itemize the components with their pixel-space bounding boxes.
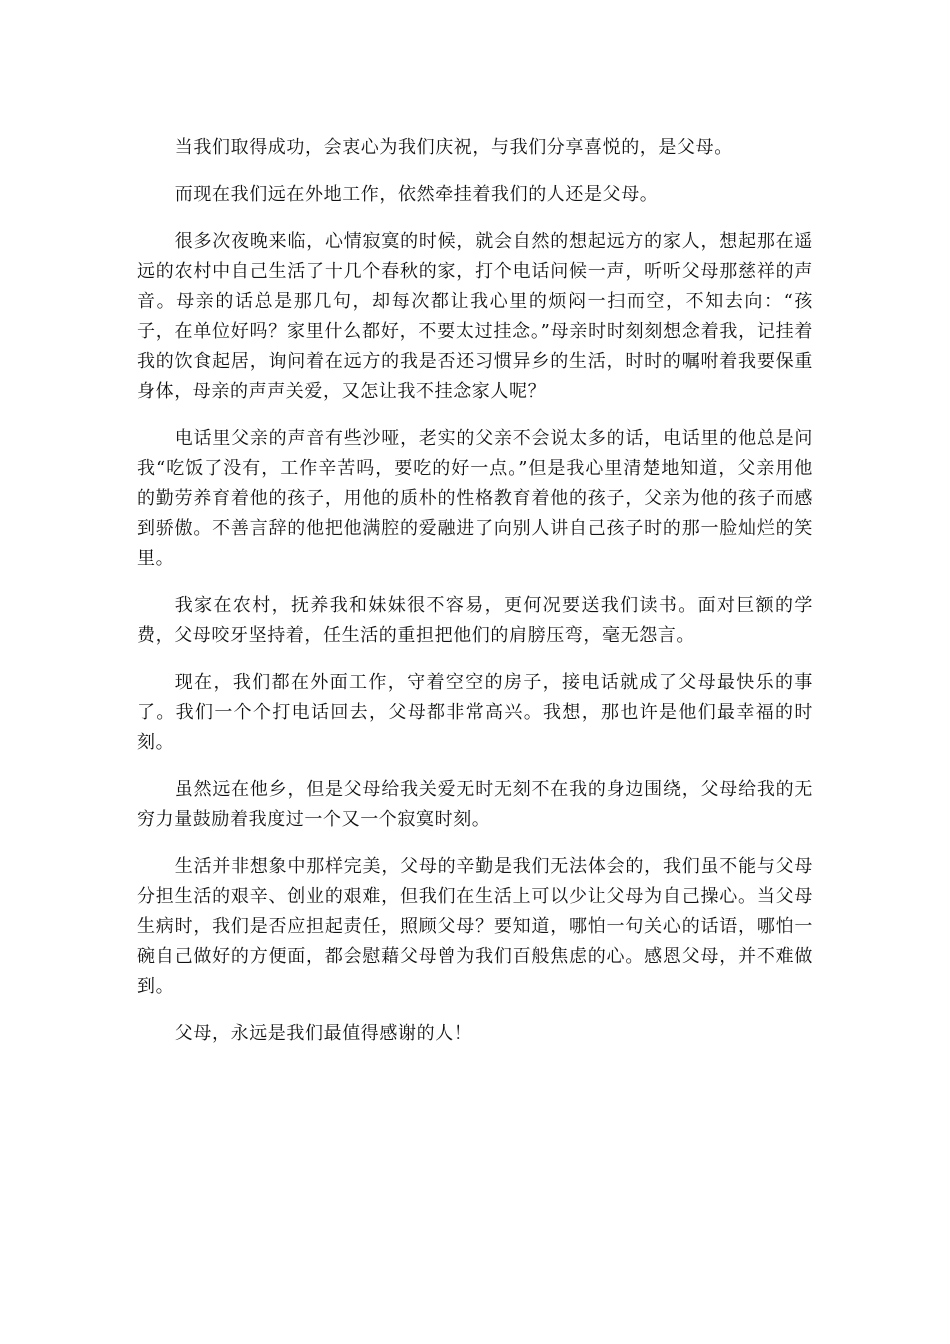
paragraph: 很多次夜晚来临，心情寂寞的时候，就会自然的想起远方的家人，想起那在遥远的农村中自己生活了十几个春秋的家，打个电话问候一声，听听父母那慈祥的声音。母亲的话总是那几句，却每次都让我心里的烦闷一扫而空，不知去向：“孩子，在单位好吗？家里什么都好，不要太过挂念。”母亲时时刻刻想念着我，记挂着我的饮食起居，询问着在远方的我是否还习惯异乡的生活，时时的嘱咐着我要保重身体，母亲的声声关爱，又怎让我不挂念家人呢？ [137, 231, 813, 402]
paragraph: 虽然远在他乡，但是父母给我关爱无时无刻不在我的身边围绕，父母给我的无穷力量鼓励着我度过一个又一个寂寞时刻。 [137, 779, 813, 830]
paragraph: 我家在农村，抚养我和妹妹很不容易，更何况要送我们读书。面对巨额的学费，父母咬牙坚持着，任生活的重担把他们的肩膀压弯，毫无怨言。 [137, 595, 813, 646]
paragraph: 而现在我们远在外地工作，依然牵挂着我们的人还是父母。 [174, 184, 659, 205]
paragraph: 当我们取得成功，会衷心为我们庆祝，与我们分享喜悦的，是父母。 [174, 137, 733, 158]
paragraph: 生活并非想象中那样完美，父母的辛勤是我们无法体会的，我们虽不能与父母分担生活的艰辛、创业的艰难，但我们在生活上可以少让父母为自己操心。当父母生病时，我们是否应担起责任，照顾父母？要知道，哪怕一句关心的话语，哪怕一碗自己做好的方便面，都会慰藉父母曾为我们百般焦虑的心。感恩父母，并不难做到。 [137, 856, 813, 997]
document-body [137, 133, 813, 1066]
paragraph: 父母，永远是我们最值得感谢的人！ [174, 1023, 473, 1044]
paragraph: 电话里父亲的声音有些沙哑，老实的父亲不会说太多的话，电话里的他总是问我“吃饭了没有，工作辛苦吗，要吃的好一点。”但是我心里清楚地知道，父亲用他的勤劳养育着他的孩子，用他的质朴的性格教育着他的孩子，父亲为他的孩子而感到骄傲。不善言辞的他把他满腔的爱融进了向别人讲自己孩子时的那一脸灿烂的笑里。 [137, 428, 813, 569]
paragraph: 现在，我们都在外面工作，守着空空的房子，接电话就成了父母最快乐的事了。我们一个个打电话回去，父母都非常高兴。我想，那也许是他们最幸福的时刻。 [137, 672, 813, 753]
